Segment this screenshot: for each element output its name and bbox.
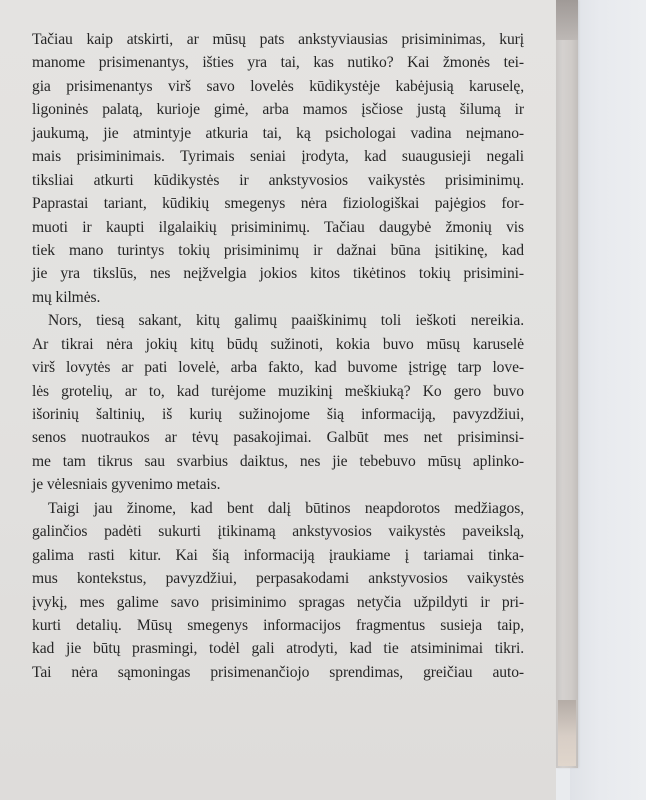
text-line: kurti detalių. Mūsų smegenys informacijos fragmentus susieja taip, [32, 616, 524, 634]
paragraph-2 [32, 309, 524, 497]
text-line: Taigi jau žinome, kad bent dalį būtinos neapdorotos medžiagos, [48, 499, 524, 517]
text-line: jaukumą, jie atmintyje atkuria tai, ką psichologai vadina neįmano- [32, 124, 524, 142]
text-line: je vėlesniais gyvenimo metais. [32, 476, 221, 494]
text-line: išorinių šaltinių, iš kurių sužinojome šią informaciją, pavyzdžiui, [32, 406, 524, 423]
text-line: Ar tikrai nėra jokių kitų būdų sužinoti, kokia buvo mūsų karuselė [32, 335, 524, 353]
text-line: galinčios padėti sukurti įtikinamą ankstyvosios vaikystės paveikslą, [32, 523, 524, 541]
text-line: mus kontekstus, pavyzdžiui, perpasakodami ankstyvosios vaikystės [32, 570, 524, 588]
text-line: kad jie būtų prasmingi, todėl gali atrodyti, kad tie atsiminimai tikri. [32, 640, 524, 658]
page-edge-tab [558, 700, 576, 766]
text-line: jie yra tikslūs, nes neįžvelgia jokios kitos tikėtinos tokių prisimini- [32, 265, 524, 283]
page-edge-shadow [556, 0, 578, 40]
text-line: gia prisimenantys virš savo lovelės kūdikystėje kabėjusią karuselę, [32, 77, 524, 95]
text-line: įvykį, mes galime savo prisiminimo spragas netyčia užpildyti ir pri- [32, 593, 524, 611]
text-line: mų kilmės. [32, 288, 101, 306]
text-line: Tai nėra sąmoningas prisimenančiojo sprendimas, greičiau auto- [32, 663, 524, 681]
text-line: senos nuotraukos ar tėvų pasakojimai. Galbūt mes net prisiminsi- [32, 429, 524, 447]
text-line: lės grotelių, ar to, kad turėjome muzikinį meškiuką? Ko gero buvo [32, 382, 524, 400]
text-line: Nors, tiesą sakant, kitų galimų paaiškinimų toli ieškoti nereikia. [48, 312, 524, 330]
text-line: galima rasti kitur. Kai šią informaciją įraukiame į tariamai tinka- [32, 546, 524, 564]
text-line: mais prisiminimais. Tyrimais seniai įrodyta, kad suaugusieji negali [32, 148, 524, 166]
text-line: muoti ir kaupti ilgalaikių prisiminimų. Tačiau daugybė žmonių vis [32, 218, 524, 236]
page-text [32, 28, 524, 684]
page-edge-strip [556, 0, 578, 768]
text-line: Paprastai tariant, kūdikių smegenys nėra fiziologiškai pajėgios for- [32, 195, 524, 213]
background-surface [570, 0, 646, 800]
text-line: Tačiau kaip atskirti, ar mūsų pats ankstyviausias prisiminimas, kurį [32, 31, 524, 48]
text-line: ligoninės palatą, kurioje gimė, arba mamos įsčiose justą šilumą ir [32, 101, 524, 119]
text-line: tiksliai atkurti kūdikystės ir ankstyvosios vaikystės prisiminimų. [32, 171, 524, 189]
paragraph-1 [32, 28, 524, 309]
text-line: me tam tikrus sau svarbius daiktus, nes jie tebebuvo mūsų aplinko- [32, 452, 524, 470]
text-line: tiek mano turintys tokių prisiminimų ir dažnai būna įsitikinę, kad [32, 241, 524, 259]
text-line: virš lovytės ar pati lovelė, arba fakto, kad buvome įstrigę tarp love- [32, 359, 524, 377]
paragraph-3 [32, 497, 524, 685]
text-line: manome prisimenantys, išties yra tai, kas nutiko? Kai žmonės tei- [32, 54, 524, 72]
